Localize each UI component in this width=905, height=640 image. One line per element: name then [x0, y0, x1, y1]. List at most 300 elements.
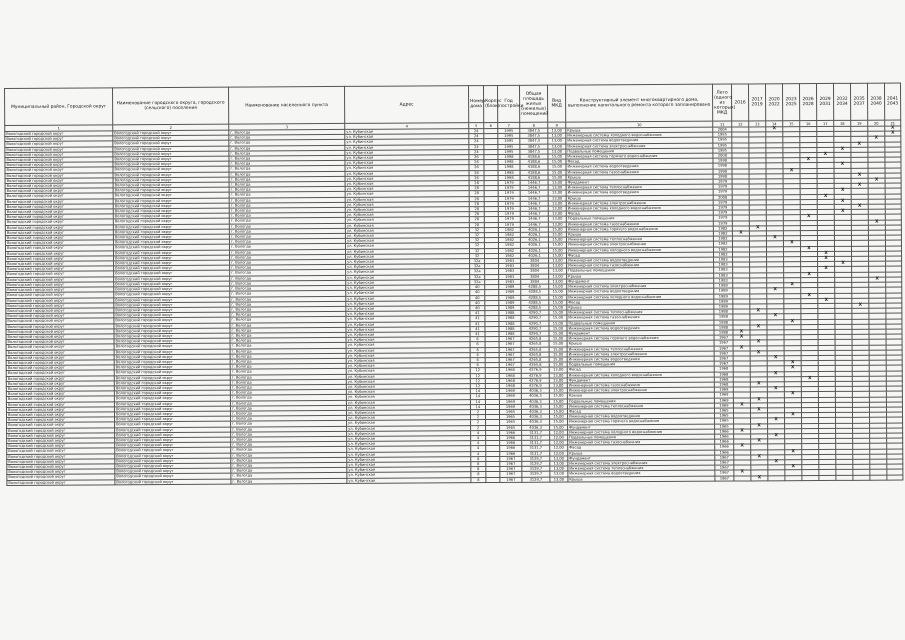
table-cell: 1965: [715, 424, 734, 429]
column-number: 17: [817, 120, 834, 126]
table-cell: 1998: [713, 169, 732, 174]
table-cell: 1982: [498, 243, 520, 248]
table-cell: 1989: [714, 299, 733, 304]
table-cell: 3129,7: [522, 472, 550, 477]
table-cell: 1965: [714, 408, 733, 413]
table-cell: 3131,7: [522, 430, 550, 435]
table-cell: г. Вологда: [231, 468, 347, 474]
table-cell: ул. Кубинская: [347, 451, 471, 457]
period-mark-cell: X: [801, 293, 818, 298]
period-mark-cell: X: [750, 351, 767, 356]
table-cell: Вологодский городской округ: [115, 427, 231, 433]
table-cell: 1966: [500, 435, 522, 440]
table-cell: 32а: [470, 259, 485, 264]
table-cell: 1967: [499, 336, 521, 341]
table-cell: г. Вологда: [231, 452, 347, 458]
table-cell: г. Вологда: [230, 410, 346, 416]
period-mark-cell: X: [869, 277, 886, 282]
table-cell: 4288,5: [521, 300, 549, 305]
table-cell: 1967: [715, 455, 734, 460]
header-last-repair-year: Лето (одного из которых) МКД: [712, 84, 731, 121]
period-mark-cell: X: [817, 152, 834, 157]
table-cell: 13,00: [548, 201, 566, 206]
table-cell: Вологодский городской округ: [113, 172, 229, 178]
table-cell: г. Вологда: [229, 223, 345, 229]
table-cell: г. Вологда: [229, 202, 345, 208]
table-cell: 15,00: [549, 409, 567, 414]
period-mark-cell: [785, 475, 802, 480]
table-cell: 1982: [713, 226, 732, 231]
table-cell: Подвальные помещения: [568, 434, 715, 440]
table-cell: 3804: [521, 263, 549, 268]
table-cell: Инженерная система газоснабжения: [566, 221, 713, 227]
table-cell: Вологодский городской округ: [114, 380, 230, 386]
table-cell: ул. Кубинская: [346, 352, 470, 358]
table-cell: ул. Кубинская: [345, 202, 469, 208]
period-mark-cell: X: [768, 418, 785, 423]
table-cell: Вологодский городской округ: [7, 448, 115, 454]
table-cell: 1966: [715, 450, 734, 455]
table-cell: Инженерная система холодного водоснабжения: [566, 247, 713, 253]
column-number: 5: [469, 123, 484, 129]
period-mark-cell: X: [818, 267, 835, 272]
table-cell: 4265,8: [521, 342, 549, 347]
table-cell: 1983: [499, 279, 521, 284]
table-cell: Вологодский городской округ: [114, 375, 230, 381]
table-cell: 1979: [713, 184, 732, 189]
table-cell: Инженерные системы холодного водоснабжения: [566, 132, 713, 138]
table-cell: 1995: [713, 137, 732, 142]
period-mark-cell: X: [750, 408, 767, 413]
table-cell: Вологодский городской округ: [7, 422, 115, 428]
table-cell: Вологодский городской округ: [113, 219, 229, 225]
table-cell: 28: [469, 186, 484, 191]
table-cell: 1983: [499, 274, 521, 279]
table-cell: Вологодский городской округ: [6, 386, 114, 392]
table-cell: 6: [470, 352, 485, 357]
table-cell: г. Вологда: [231, 462, 347, 468]
table-body: [5, 126, 903, 485]
table-cell: 1446,7: [520, 185, 548, 190]
table-cell: 3804: [521, 279, 549, 284]
table-cell: 1988: [714, 314, 733, 319]
table-cell: Вологодский городской округ: [114, 323, 230, 329]
table-cell: Фундамент: [567, 278, 714, 284]
table-cell: ул. Кубинская: [346, 290, 470, 296]
table-cell: 15,00: [549, 347, 567, 352]
table-cell: 1995: [498, 134, 520, 139]
table-cell: г. Вологда: [230, 379, 346, 385]
table-cell: 1965: [499, 409, 521, 414]
period-mark-cell: X: [785, 449, 802, 454]
table-cell: 2: [471, 415, 486, 420]
table-cell: 14: [470, 404, 485, 409]
table-cell: г. Вологда: [229, 207, 345, 213]
table-cell: Вологодский городской округ: [113, 146, 229, 152]
table-cell: 3131,7: [522, 446, 550, 451]
table-cell: ул. Кубинская: [345, 196, 469, 202]
table-cell: г. Вологда: [230, 348, 346, 354]
header-municipality: Муниципальный район, Городской округ: [5, 88, 113, 126]
header-period-2032: 2032 2034: [833, 83, 850, 120]
period-mark-cell: [887, 475, 903, 480]
table-cell: г. Вологда: [230, 265, 346, 271]
table-cell: Вологодский городской округ: [5, 224, 113, 230]
table-cell: 4026,1: [520, 243, 548, 248]
table-cell: Вологодский городской округ: [115, 474, 231, 480]
table-cell: г. Вологда: [231, 457, 347, 463]
table-cell: Вологодский городской округ: [6, 355, 114, 361]
table-cell: 1968: [714, 366, 733, 371]
table-cell: 40: [470, 285, 485, 290]
table-cell: 1979: [713, 179, 732, 184]
table-cell: Вологодский городской округ: [114, 390, 230, 396]
period-mark-cell: X: [835, 262, 852, 267]
table-cell: 1982: [713, 236, 732, 241]
table-cell: 1446,7: [520, 222, 548, 227]
table-cell: 1967: [714, 335, 733, 340]
table-cell: г. Вологда: [230, 400, 346, 406]
period-mark-cell: [819, 475, 836, 480]
table-cell: Инженерная система теплоснабжения: [567, 309, 714, 315]
header-period-2041: 2041 2043: [884, 83, 900, 120]
table-cell: Вологодский городской округ: [114, 338, 230, 344]
table-cell: 3129,7: [522, 456, 550, 461]
table-cell: Вологодский городской округ: [113, 234, 229, 240]
table-cell: Вологодский городской округ: [5, 162, 113, 168]
table-cell: ул. Кубинская: [346, 269, 470, 275]
column-number: 15: [783, 121, 800, 127]
table-cell: 4188,6: [520, 165, 548, 170]
period-mark-cell: X: [868, 178, 885, 183]
period-mark-cell: X: [784, 392, 801, 397]
table-cell: 1967: [500, 477, 522, 482]
table-cell: Вологодский городской округ: [114, 281, 230, 287]
table-cell: 15,00: [549, 404, 567, 409]
table-cell: Вологодский городской округ: [115, 416, 231, 422]
table-cell: г. Вологда: [229, 176, 345, 182]
table-cell: г. Вологда: [230, 338, 346, 344]
table-cell: 14: [470, 399, 485, 404]
table-cell: Вологодский городской округ: [5, 193, 113, 199]
table-cell: 13,00: [548, 128, 566, 133]
table-cell: г. Вологда: [230, 291, 346, 297]
table-cell: г. Вологда: [231, 426, 347, 432]
table-cell: 1988: [499, 316, 521, 321]
table-cell: г. Вологда: [230, 296, 346, 302]
table-cell: ул. Кубинская: [346, 389, 470, 395]
table-cell: Вологодский городской округ: [114, 411, 230, 417]
table-cell: Вологодский городской округ: [113, 208, 229, 214]
table-cell: Вологодский городской округ: [6, 365, 114, 371]
table-cell: 41: [470, 331, 485, 336]
table-cell: 1979: [498, 222, 520, 227]
table-cell: 1966: [715, 434, 734, 439]
table-cell: г. Вологда: [230, 332, 346, 338]
table-cell: Вологодский городской округ: [5, 198, 113, 204]
table-cell: Инженерная система электроснабжения: [568, 460, 715, 466]
table-cell: 13,00: [548, 206, 566, 211]
table-cell: Вологодский городской округ: [6, 396, 114, 402]
table-cell: Вологодский городской округ: [115, 442, 231, 448]
table-cell: Вологодский городской округ: [114, 364, 230, 370]
table-cell: ул. Кубинская: [346, 326, 470, 332]
table-cell: 15,00: [550, 425, 568, 430]
table-cell: 1969: [499, 394, 521, 399]
table-cell: г. Вологда: [229, 218, 345, 224]
table-cell: 1446,7: [520, 201, 548, 206]
period-mark-cell: X: [750, 309, 767, 314]
table-cell: Вологодский городской округ: [5, 131, 113, 137]
table-cell: 4288,5: [521, 289, 549, 294]
table-cell: 1968: [499, 383, 521, 388]
table-cell: 13,00: [550, 466, 568, 471]
table-cell: Вологодский городской округ: [114, 265, 230, 271]
period-mark-cell: X: [784, 283, 801, 288]
table-cell: ул. Кубинская: [346, 373, 470, 379]
table-cell: 12,00: [550, 435, 568, 440]
table-cell: 4: [471, 436, 486, 441]
table-cell: ул. Кубинская: [346, 280, 470, 286]
table-cell: 1969: [714, 398, 733, 403]
table-cell: г. Вологда: [230, 280, 346, 286]
table-cell: ул. Кубинская: [346, 285, 470, 291]
table-cell: Инженерная система холодного водоснабжения: [567, 294, 714, 300]
table-cell: ул. Кубинская: [345, 217, 469, 223]
table-cell: Подвальные помещения: [567, 361, 714, 367]
header-period-2038: 2038 2040: [867, 83, 884, 120]
table-cell: Инженерная система теплоснабжения: [568, 465, 715, 471]
table-cell: г. Вологда: [230, 275, 346, 281]
period-mark-cell: X: [750, 340, 767, 345]
table-cell: Инженерная система водоотведения: [568, 413, 715, 419]
table-cell: Крыша: [566, 231, 713, 237]
column-number: 10: [566, 121, 713, 128]
table-cell: 1965: [715, 413, 734, 418]
table-cell: Вологодский городской округ: [6, 412, 114, 418]
table-cell: Инженерная система теплоснабжения: [567, 346, 714, 352]
table-cell: 1969: [714, 387, 733, 392]
table-cell: 28: [469, 207, 484, 212]
table-cell: 1988: [499, 326, 521, 331]
table-cell: 3804: [521, 269, 549, 274]
table-cell: Подвальные помещения: [567, 320, 714, 326]
table-cell: 13,00: [548, 138, 566, 143]
period-mark-cell: X: [834, 163, 851, 168]
period-mark-cell: X: [834, 147, 851, 152]
table-cell: г. Вологда: [231, 431, 347, 437]
table-cell: Вологодский городской округ: [5, 219, 113, 225]
table-cell: 1965: [500, 420, 522, 425]
table-cell: 3129,7: [522, 477, 550, 482]
column-number: 19: [851, 120, 868, 126]
period-mark-cell: X: [800, 246, 817, 251]
table-cell: 2008: [713, 195, 732, 200]
column-number: 2: [113, 124, 229, 131]
table-cell: 15,00: [548, 159, 566, 164]
table-cell: Вологодский городской округ: [114, 255, 230, 261]
table-cell: 12,00: [550, 440, 568, 445]
table-cell: 4265,8: [521, 336, 549, 341]
table-cell: Вологодский городской округ: [114, 307, 230, 313]
table-cell: ул. Кубинская: [346, 316, 470, 322]
table-cell: ул. Кубинская: [346, 300, 470, 306]
table-cell: Вологодский городской округ: [5, 141, 113, 147]
table-cell: 12: [470, 378, 485, 383]
table-cell: Крыша: [566, 127, 713, 133]
table-cell: 3131,7: [522, 435, 550, 440]
table-cell: 6: [470, 363, 485, 368]
table-cell: Вологодский городской округ: [5, 188, 113, 194]
table-cell: Вологодский городской округ: [114, 354, 230, 360]
column-number: 11: [713, 121, 732, 127]
table-cell: г. Вологда: [230, 317, 346, 323]
table-cell: 15,00: [548, 248, 566, 253]
table-cell: Вологодский городской округ: [113, 245, 229, 251]
table-cell: ул. Кубинская: [346, 358, 470, 364]
table-cell: Инженерная система теплоснабжения: [566, 236, 713, 242]
table-cell: 1983: [499, 264, 521, 269]
table-cell: 13,00: [549, 373, 567, 378]
period-mark-cell: X: [733, 335, 750, 340]
table-cell: 15,00: [550, 414, 568, 419]
period-mark-cell: X: [784, 366, 801, 371]
table-cell: 15,00: [549, 284, 567, 289]
table-cell: 26: [469, 175, 484, 180]
table-cell: 12,00: [550, 451, 568, 456]
table-cell: 1979: [498, 180, 520, 185]
column-number: 4: [345, 123, 469, 130]
table-cell: Вологодский городской округ: [6, 329, 114, 335]
table-cell: 32а: [470, 274, 485, 279]
table-cell: Инженерная система водоотведения: [567, 325, 714, 331]
table-cell: 1966: [500, 451, 522, 456]
table-cell: 13,00: [548, 149, 566, 154]
table-cell: Инженерная система горячего водоснабжения: [566, 226, 713, 232]
table-cell: Вологодский городской округ: [6, 360, 114, 366]
table-cell: 1968: [499, 373, 521, 378]
table-cell: Вологодский городской округ: [6, 277, 114, 283]
table-cell: 4: [471, 441, 486, 446]
table-cell: ул. Кубинская: [346, 264, 470, 270]
table-cell: ул. Кубинская: [346, 378, 470, 384]
header-period-2020: 2020 2022: [765, 84, 782, 121]
table-cell: Крыша: [566, 174, 713, 180]
table-cell: г. Вологда: [229, 244, 345, 250]
table-cell: 1995: [713, 148, 732, 153]
period-mark-cell: [768, 475, 785, 480]
table-cell: Вологодский городской округ: [114, 401, 230, 407]
table-cell: 1966: [500, 446, 522, 451]
table-cell: 1982: [713, 247, 732, 252]
table-cell: ул. Кубинская: [345, 186, 469, 192]
table-cell: 1989: [714, 283, 733, 288]
table-cell: Инженерная система холодного водоснабжения: [568, 429, 715, 435]
table-cell: Подвальные помещения: [567, 268, 714, 274]
table-cell: Инженерная система водоотведения: [566, 138, 713, 144]
table-cell: г. Вологда: [230, 286, 346, 292]
table-cell: г. Вологда: [231, 416, 347, 422]
table-cell: 12,00: [550, 430, 568, 435]
table-cell: Вологодский городской округ: [5, 178, 113, 184]
table-cell: 15,00: [550, 419, 568, 424]
period-mark-cell: X: [732, 231, 749, 236]
table-cell: 4290,7: [521, 331, 549, 336]
table-cell: 28: [469, 191, 484, 196]
table-cell: Вологодский городской округ: [113, 151, 229, 157]
table-cell: Фасад: [567, 299, 714, 305]
table-cell: ул. Кубинская: [345, 144, 469, 150]
table-cell: 1446,7: [520, 180, 548, 185]
table-cell: 1998: [498, 165, 520, 170]
table-cell: 1968: [714, 382, 733, 387]
table-cell: ул. Кубинская: [345, 233, 469, 239]
table-cell: Вологодский городской округ: [7, 474, 115, 480]
table-cell: Инженерная система холодного водоснабжения: [566, 205, 713, 211]
table-cell: 1966: [500, 430, 522, 435]
table-cell: г. Вологда: [229, 171, 345, 177]
table-cell: Инженерная система газоснабжения: [568, 439, 715, 445]
table-cell: 1967: [714, 340, 733, 345]
table-cell: г. Вологда: [230, 254, 346, 260]
table-cell: 1989: [499, 284, 521, 289]
table-cell: ул. Кубинская: [346, 384, 470, 390]
table-cell: Вологодский городской округ: [7, 427, 115, 433]
table-cell: 1969: [499, 389, 521, 394]
table-cell: 4: [471, 451, 486, 456]
column-number: 9: [548, 122, 566, 128]
period-mark-cell: X: [801, 272, 818, 277]
table-cell: ул. Кубинская: [346, 337, 470, 343]
table-cell: Фундамент: [568, 455, 715, 461]
table-cell: Вологодский городской округ: [5, 146, 113, 152]
table-cell: 4265,8: [521, 357, 549, 362]
table-cell: Фасад: [566, 158, 713, 164]
table-cell: 1982: [498, 227, 520, 232]
table-cell: Вологодский городской округ: [6, 303, 114, 309]
table-cell: Вологодский городской округ: [6, 282, 114, 288]
table-cell: 1988: [714, 320, 733, 325]
table-cell: Вологодский городской округ: [113, 187, 229, 193]
table-cell: Вологодский городской округ: [6, 256, 114, 262]
table-cell: Инженерная система электроснабжения: [566, 200, 713, 206]
table-cell: Крыша: [567, 273, 714, 279]
table-cell: 4026,1: [521, 253, 549, 258]
table-cell: 1995: [498, 144, 520, 149]
table-cell: 8: [471, 462, 486, 467]
table-cell: 1995: [713, 143, 732, 148]
period-mark-cell: X: [885, 131, 901, 136]
table-cell: Вологодский городской округ: [5, 204, 113, 210]
table-cell: Фасад: [566, 210, 713, 216]
table-cell: 15,00: [549, 388, 567, 393]
table-cell: Вологодский городской округ: [114, 297, 230, 303]
table-cell: ул. Кубинская: [345, 238, 469, 244]
table-cell: г. Вологда: [230, 358, 346, 364]
table-cell: 4265,8: [521, 352, 549, 357]
table-cell: Инженерная система горячего водоснабжения: [568, 419, 715, 425]
table-cell: 13,00: [548, 144, 566, 149]
table-cell: Вологодский городской округ: [113, 239, 229, 245]
table-cell: Вологодский городской округ: [114, 317, 230, 323]
period-mark-cell: X: [851, 204, 868, 209]
table-cell: 1967: [499, 362, 521, 367]
table-cell: 8: [471, 472, 486, 477]
table-cell: Вологодский городской округ: [113, 135, 229, 141]
table-cell: 6: [470, 337, 485, 342]
table-cell: Вологодский городской округ: [114, 359, 230, 365]
period-mark-cell: X: [751, 423, 768, 428]
